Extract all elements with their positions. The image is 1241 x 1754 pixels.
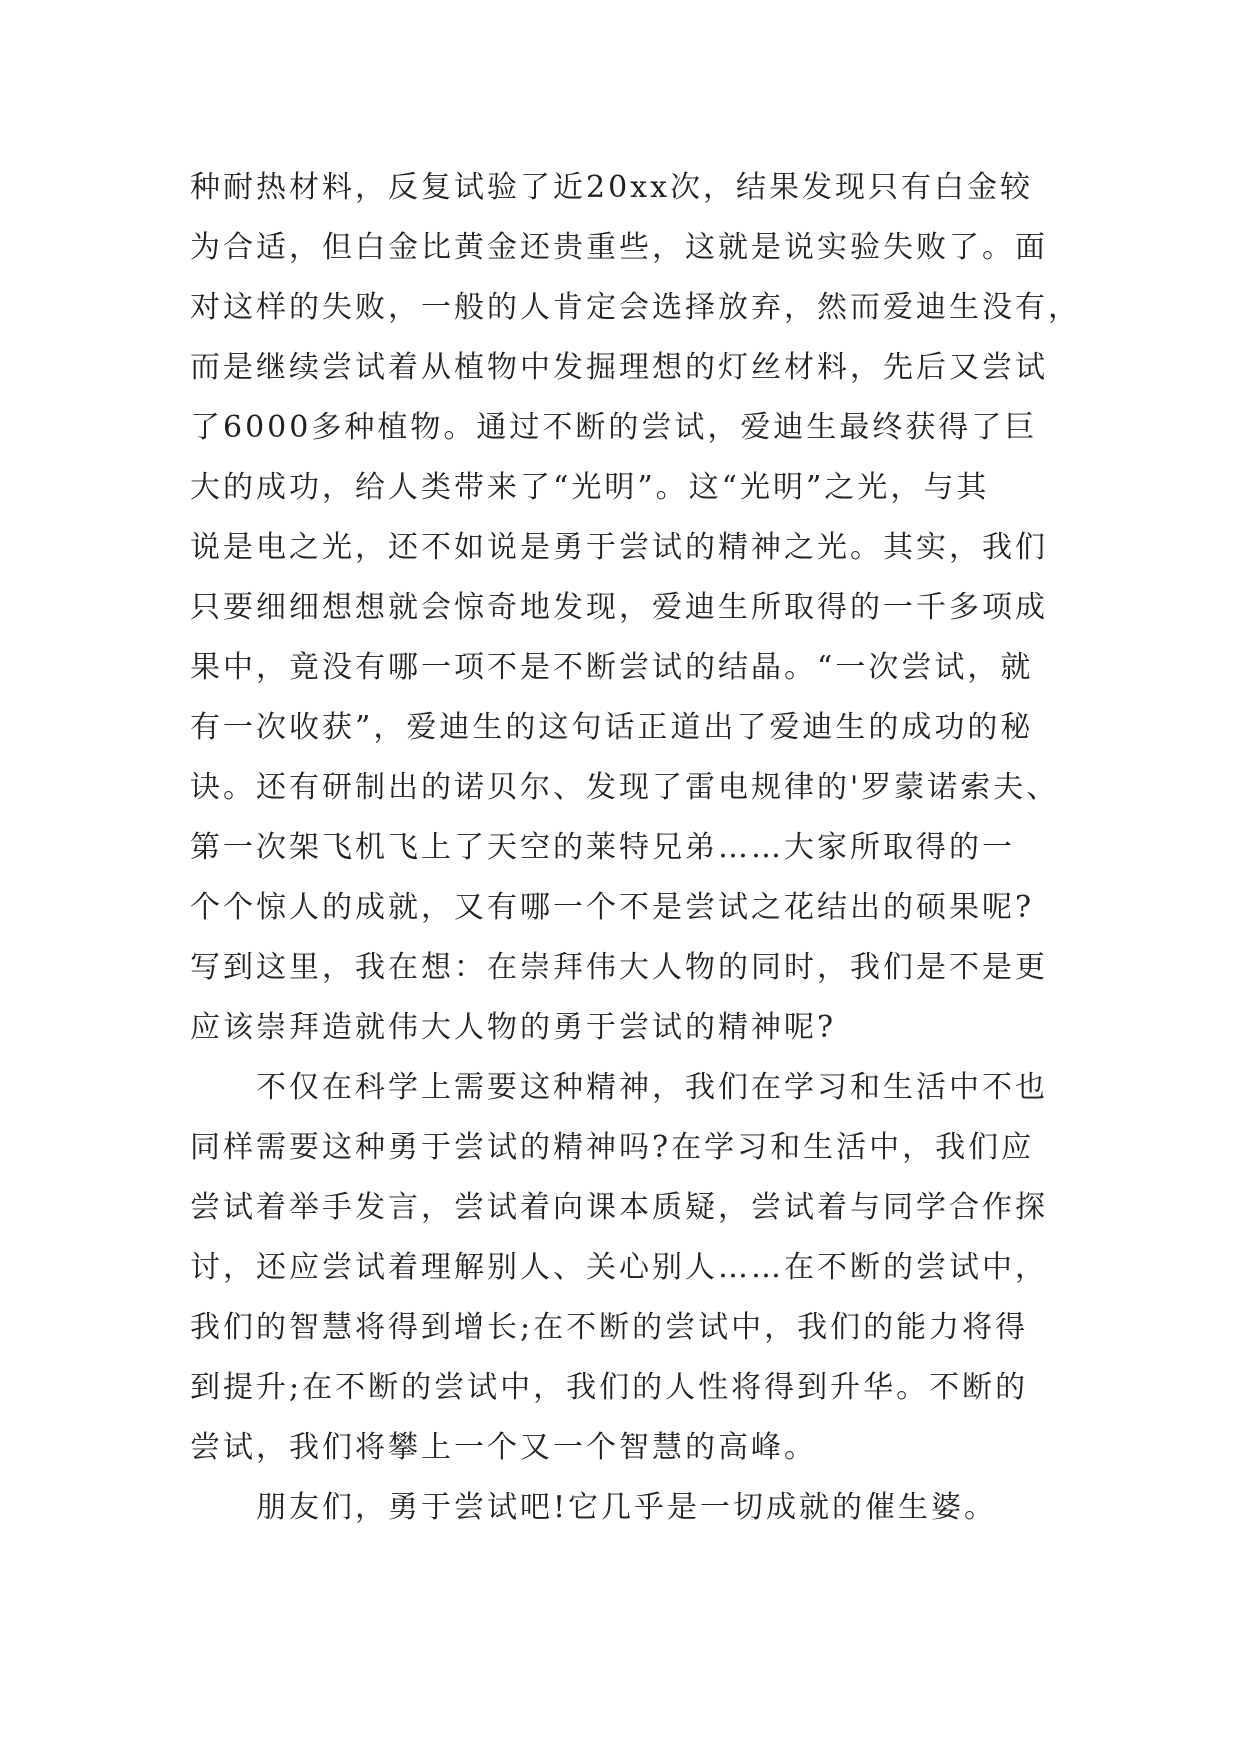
text-line: 果中，竟没有哪一项不是不断尝试的结晶。“一次尝试，就	[190, 650, 1034, 685]
text-line: 诀。还有研制出的诺贝尔、发现了雷电规律的'罗蒙诺索夫、	[190, 770, 1060, 805]
text-line: 写到这里，我在想：在崇拜伟大人物的同时，我们是不是更	[190, 950, 1048, 985]
text-line: 大的成功，给人类带来了“光明”。这“光明”之光，与其	[190, 470, 990, 505]
text-line: 个个惊人的成就，又有哪一个不是尝试之花结出的硕果呢?	[190, 890, 1035, 925]
article-body	[190, 158, 1081, 1538]
text-line: 同样需要这种勇于尝试的精神吗?在学习和生活中，我们应	[190, 1130, 1035, 1165]
text-line: 尝试，我们将攀上一个又一个智慧的高峰。	[190, 1430, 817, 1465]
paragraph-start-line: 朋友们，勇于尝试吧!它几乎是一切成就的催生婆。	[256, 1490, 998, 1525]
text-line: 种耐热材料，反复试验了近20xx次，结果发现只有白金较	[190, 170, 1034, 205]
text-line: 到提升;在不断的尝试中，我们的人性将得到升华。不断的	[190, 1370, 1029, 1405]
text-line: 而是继续尝试着从植物中发掘理想的灯丝材料，先后又尝试	[190, 350, 1048, 385]
text-line: 说是电之光，还不如说是勇于尝试的精神之光。其实，我们	[190, 530, 1048, 565]
text-line: 第一次架飞机飞上了天空的莱特兄弟……大家所取得的一	[190, 830, 1015, 865]
text-line: 尝试着举手发言，尝试着向课本质疑，尝试着与同学合作探	[190, 1190, 1048, 1225]
text-line: 为合适，但白金比黄金还贵重些，这就是说实验失败了。面	[190, 230, 1048, 265]
text-line: 了6000多种植物。通过不断的尝试，爱迪生最终获得了巨	[190, 410, 1038, 445]
text-line: 讨，还应尝试着理解别人、关心别人……在不断的尝试中，	[190, 1250, 1048, 1285]
text-line: 我们的智慧将得到增长;在不断的尝试中，我们的能力将得	[190, 1310, 1029, 1345]
text-line: 只要细细想想就会惊奇地发现，爱迪生所取得的一千多项成	[190, 590, 1048, 625]
text-line: 对这样的失败，一般的人肯定会选择放弃，然而爱迪生没有，	[190, 290, 1081, 325]
text-line: 应该崇拜造就伟大人物的勇于尝试的精神呢?	[190, 1010, 837, 1045]
text-line: 有一次收获”，爱迪生的这句话正道出了爱迪生的成功的秘	[190, 710, 1034, 745]
paragraph-start-line: 不仅在科学上需要这种精神，我们在学习和生活中不也	[256, 1070, 1048, 1105]
